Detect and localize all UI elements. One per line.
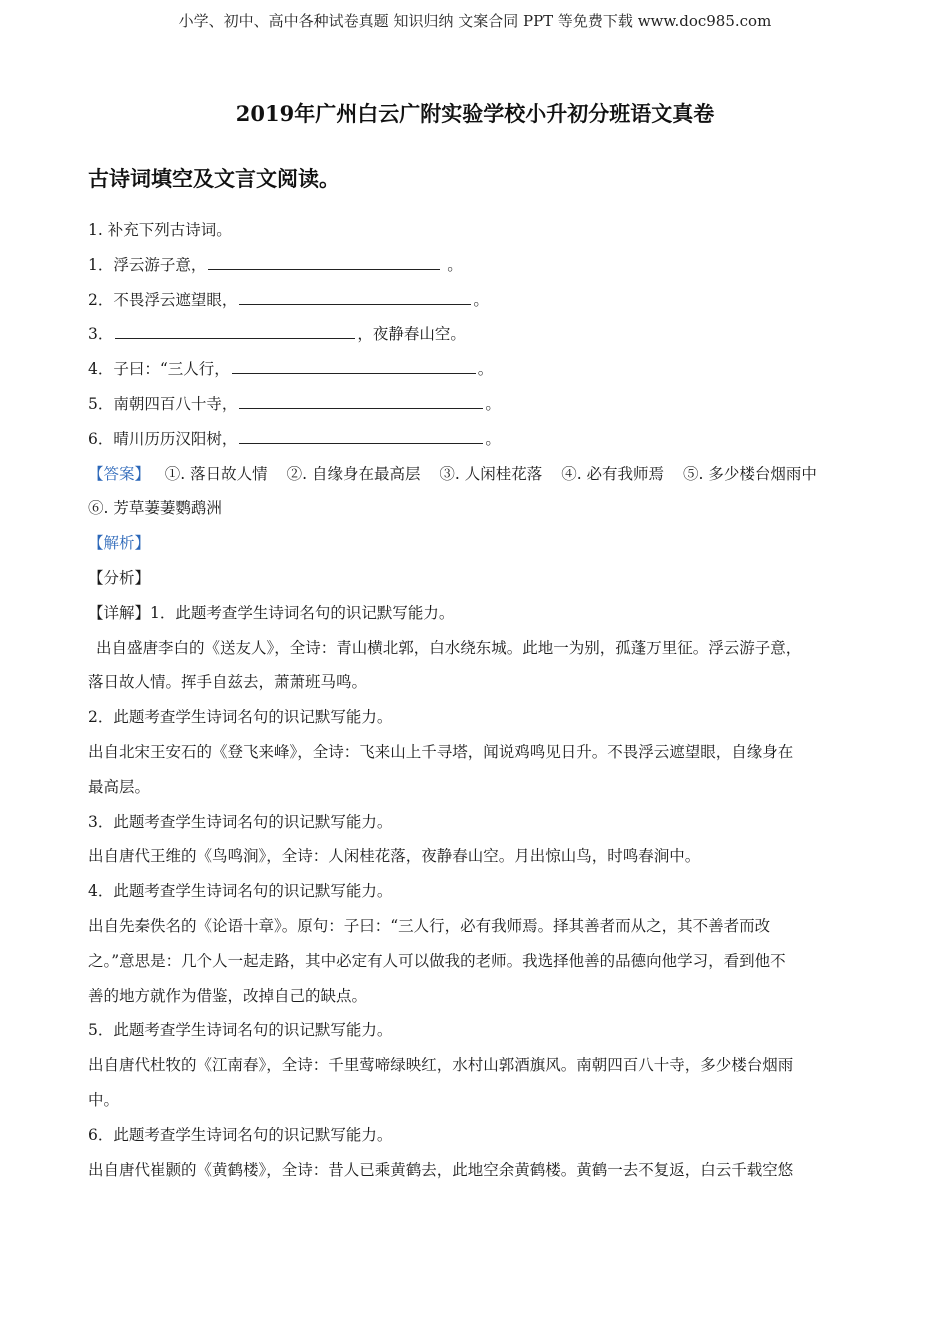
fill-item-text: 。: [485, 429, 501, 448]
fill-item-text: 1．浮云游子意，: [88, 255, 207, 274]
fill-item-text: 。: [477, 360, 494, 379]
question-stem: 1. 补充下列古诗词。: [88, 221, 232, 239]
paragraph-line: 出自盛唐李白的《送友人》，全诗：青山横北郭，白水绕东城。此地一为别，孤蓬万里征。浮云游子意，: [96, 638, 802, 657]
paragraph-line: 最高层。: [88, 777, 151, 796]
analysis-heading: 2．此题考查学生诗词名句的识记默写能力。: [88, 708, 393, 727]
analysis-heading: 6．此题考查学生诗词名句的识记默写能力。: [88, 1125, 393, 1144]
analysis-heading: 3．此题考查学生诗词名句的识记默写能力。: [88, 812, 393, 831]
answer-blank: [115, 322, 355, 339]
paragraph-line: 之。”意思是：几个人一起走路，其中必定有人可以做我的老师。我选择他善的品德向他学习，看到他不: [88, 951, 786, 970]
paragraph-line: 出自唐代王维的《鸟鸣涧》，全诗：人闲桂花落，夜静春山空。月出惊山鸟，时鸣春涧中。: [88, 847, 701, 866]
answer-blank: [208, 253, 440, 270]
fill-item-text: 2．不畏浮云遮望眼，: [88, 290, 238, 309]
fill-item-text: 4．子曰：“三人行，: [88, 360, 230, 379]
answer-item: ⑤. 多少楼台烟雨中: [682, 464, 817, 483]
answer-blank: [239, 427, 483, 444]
answer-blank: [232, 357, 476, 374]
paragraph-line: 出自先秦佚名的《论语十章》。原句：子曰：“三人行，必有我师焉。择其善者而从之，其不善者而改: [88, 916, 771, 935]
answer-item: ②. 自缘身在最高层: [286, 464, 421, 483]
fill-item-1: [88, 248, 863, 283]
detail-tag: 【详解】: [88, 603, 151, 622]
fill-item-text: 3．: [88, 325, 114, 344]
analysis-detail-line: [88, 596, 863, 631]
paragraph-line: 出自唐代崔颢的《黄鹤楼》，全诗：昔人已乘黄鹤去，此地空余黄鹤楼。黄鹤一去不复返，白云千载空悠: [88, 1160, 794, 1179]
section-heading-text: 古诗词填空及文言文阅读。: [88, 166, 340, 191]
paragraph-line: 出自唐代杜牧的《江南春》，全诗：千里莺啼绿映红，水村山郭酒旗风。南朝四百八十寺，多少楼台烟雨: [88, 1056, 794, 1075]
answer-blank: [239, 392, 483, 409]
fill-item-text: 。: [473, 290, 489, 309]
fill-item-text: ，夜静春山空。: [357, 325, 466, 344]
site-header: 小学、初中、高中各种试卷真题 知识归纳 文案合同 PPT 等免费下载 www.doc985.com: [178, 12, 772, 30]
answer-tag: 【答案】: [88, 464, 151, 483]
answer-blank: [239, 288, 471, 305]
fill-item-text: 。: [485, 394, 501, 413]
analysis-tag: 【解析】: [88, 534, 151, 553]
fill-item-text: 6．晴川历历汉阳树，: [88, 429, 238, 448]
fill-item-5: [88, 387, 863, 422]
fill-item-3: [88, 317, 863, 352]
answer-line-2: ⑥. 芳草萋萋鹦鹉洲: [88, 499, 222, 518]
paragraph-line: 善的地方就作为借鉴，改掉自己的缺点。: [88, 986, 368, 1005]
fill-item-2: [88, 283, 863, 318]
fill-item-6: [88, 422, 863, 457]
answer-item: ④. 必有我师焉: [561, 464, 665, 483]
document-title: [0, 98, 950, 128]
section-heading: [88, 163, 340, 193]
document-body: [88, 213, 863, 1187]
analysis-heading: 4．此题考查学生诗词名句的识记默写能力。: [88, 882, 393, 901]
answer-item: ③. 人闲桂花落: [439, 464, 543, 483]
answer-item: ①. 落日故人情: [164, 464, 268, 483]
analysis-sub-tag: 【分析】: [88, 568, 151, 587]
paragraph-line: 出自北宋王安石的《登飞来峰》，全诗：飞来山上千寻塔，闻说鸡鸣见日升。不畏浮云遮望眼，自缘身在: [88, 742, 794, 761]
detail-text: 1．此题考查学生诗词名句的识记默写能力。: [150, 603, 455, 622]
paragraph-line: 落日故人情。挥手自兹去，萧萧班马鸣。: [88, 673, 368, 692]
document-title-text: 2019年广州白云广附实验学校小升初分班语文真卷: [235, 101, 715, 126]
fill-item-4: [88, 352, 863, 387]
analysis-heading: 5．此题考查学生诗词名句的识记默写能力。: [88, 1021, 393, 1040]
paragraph-line: 中。: [88, 1090, 120, 1109]
fill-item-text: 。: [442, 255, 463, 274]
answer-line: [88, 457, 863, 492]
fill-item-text: 5．南朝四百八十寺，: [88, 394, 238, 413]
